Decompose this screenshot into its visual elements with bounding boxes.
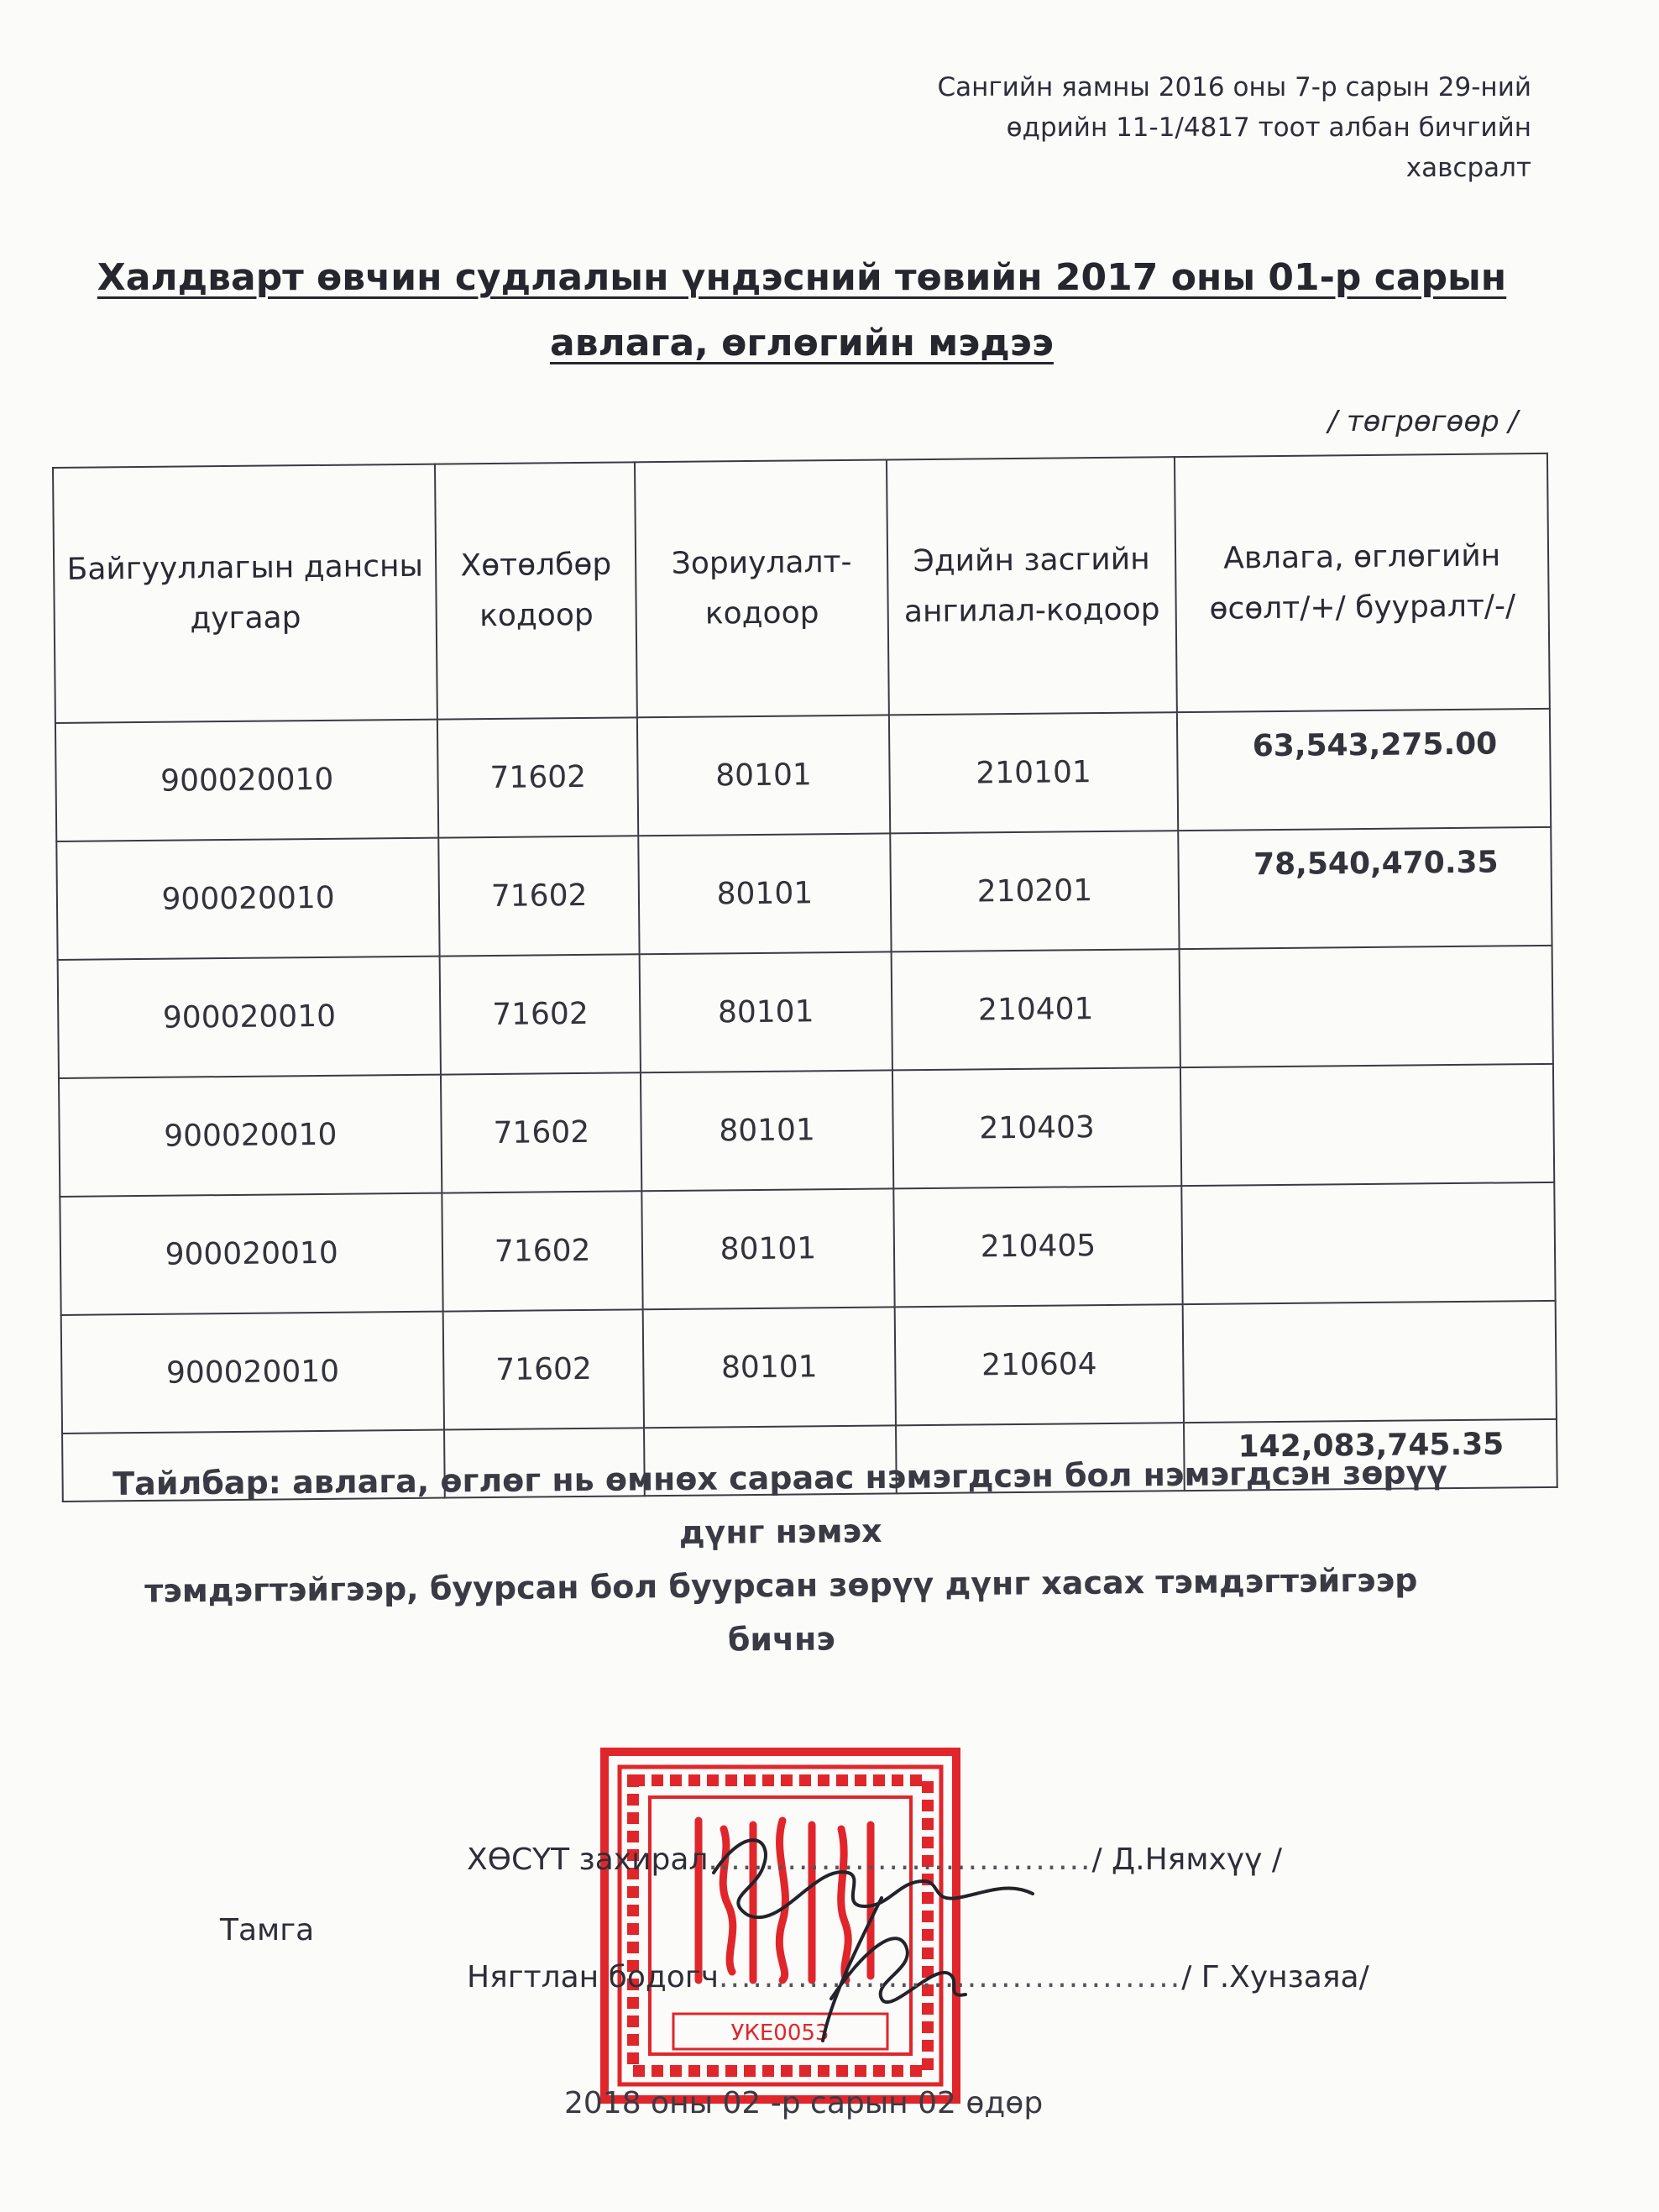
cell-amount: 78,540,470.35 xyxy=(1178,827,1552,949)
cell-economic: 210101 xyxy=(889,712,1179,833)
reference-line-2: өдрийн 11-1/4817 тоот албан бичгийн xyxy=(1006,113,1531,143)
cell-economic: 210401 xyxy=(891,949,1180,1070)
cell-amount: 63,543,275.00 xyxy=(1177,709,1551,831)
reference-line-1: Сангийн яамны 2016 оны 7-р сарын 29-ний xyxy=(937,72,1531,102)
note-line-2: тэмдэгтэйгээр, буурсан бол буурсан зөрүү дүнг хасах тэмдэгтэйгээр бичнэ xyxy=(144,1561,1418,1659)
handwritten-signatures xyxy=(663,1797,1100,2049)
accountant-name: / Г.Хунзаяа/ xyxy=(1181,1960,1369,1994)
table-row xyxy=(59,1064,1554,1197)
header-account: Байгууллагын дансны дугаар xyxy=(53,464,437,723)
cell-amount xyxy=(1181,1182,1555,1304)
accountant-signature-line xyxy=(467,1960,1369,1994)
document-date: 2018 оны 02 -р сарын 02 өдөр xyxy=(564,2086,1044,2120)
header-purpose: Зориулалт-кодоор xyxy=(635,459,889,717)
cell-account: 900020010 xyxy=(60,1193,443,1315)
cell-program: 71602 xyxy=(443,1309,644,1429)
cell-economic: 210405 xyxy=(893,1186,1183,1307)
header-change: Авлага, өглөгийн өсөлт/+/ бууралт/-/ xyxy=(1175,453,1550,712)
explanation-note xyxy=(92,1445,1470,1672)
cell-program: 71602 xyxy=(439,836,640,956)
cell-purpose: 80101 xyxy=(641,1188,894,1309)
cell-amount xyxy=(1180,946,1553,1067)
table-row xyxy=(56,827,1552,960)
cell-economic: 210604 xyxy=(894,1304,1184,1425)
cell-purpose: 80101 xyxy=(637,715,890,836)
title-line-2: авлага, өглөгийн мэдээ xyxy=(550,322,1054,364)
total-amount: 142,083,745.35 xyxy=(1184,1419,1557,1491)
cell-account: 900020010 xyxy=(56,838,440,960)
table-row xyxy=(55,709,1551,841)
reference-note xyxy=(937,67,1531,188)
cell-account: 900020010 xyxy=(61,1312,445,1434)
cell-account: 900020010 xyxy=(59,1075,442,1197)
cell-purpose: 80101 xyxy=(643,1307,896,1428)
table-row xyxy=(58,946,1553,1078)
title-line-1: Халдварт өвчин судлалын үндэсний төвийн 2017 оны 01-р сарын xyxy=(97,256,1507,299)
director-signature-line xyxy=(467,1842,1282,1877)
header-economic: Эдийн засгийн ангилал-кодоор xyxy=(887,457,1177,715)
cell-amount xyxy=(1180,1064,1554,1186)
header-program: Хөтөлбөр кодоор xyxy=(435,462,637,719)
cell-account: 900020010 xyxy=(55,720,439,841)
cell-amount xyxy=(1183,1301,1557,1423)
accountant-title: Нягтлан бодогч xyxy=(467,1960,719,1994)
table-row xyxy=(61,1301,1557,1434)
receivables-table xyxy=(52,453,1558,1502)
cell-purpose: 80101 xyxy=(641,1070,893,1191)
cell-program: 71602 xyxy=(440,954,641,1074)
director-name: / Д.Нямхүү / xyxy=(1091,1842,1282,1877)
table-row xyxy=(60,1182,1555,1315)
stamp-code: УКЕ0053 xyxy=(730,2021,830,2046)
cell-economic: 210201 xyxy=(890,831,1180,951)
cell-program: 71602 xyxy=(442,1191,643,1311)
reference-line-3: хавсралт xyxy=(1405,153,1531,183)
cell-account: 900020010 xyxy=(58,957,442,1078)
accountant-dots: ......................................... xyxy=(719,1960,1182,1994)
note-line-1: Тайлбар: авлага, өглөг нь өмнөх сараас нэмэгдсэн бол нэмэгдсэн зөрүү дүнг нэмэх xyxy=(113,1454,1448,1552)
cell-purpose: 80101 xyxy=(638,833,891,954)
director-dots: .................................. xyxy=(708,1842,1092,1877)
cell-economic: 210403 xyxy=(892,1067,1182,1188)
seal-label: Тамга xyxy=(220,1913,315,1947)
table-header-row xyxy=(53,453,1550,723)
cell-purpose: 80101 xyxy=(640,951,892,1072)
cell-program: 71602 xyxy=(437,717,638,837)
document-title xyxy=(76,245,1528,376)
unit-label: / төгрөгөөр / xyxy=(1327,405,1518,438)
cell-program: 71602 xyxy=(441,1072,641,1192)
director-title: ХӨСҮТ захирал xyxy=(467,1842,709,1877)
